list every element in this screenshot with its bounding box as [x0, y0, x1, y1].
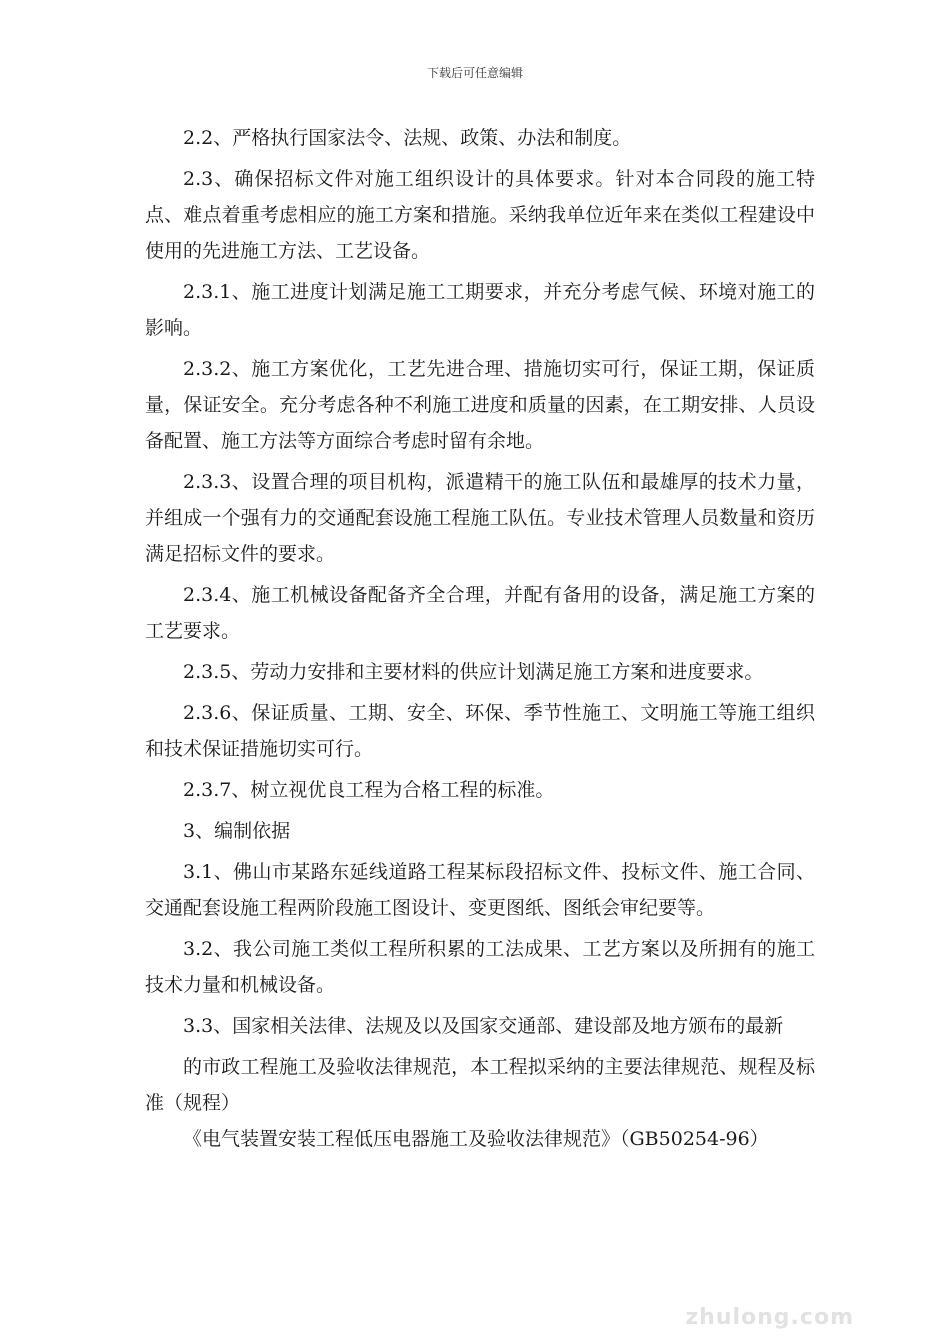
paragraph-2-3-7: 2.3.7、树立视优良工程为合格工程的标准。: [183, 779, 555, 801]
paragraph-2-2: 2.2、严格执行国家法令、法规、政策、办法和制度。: [183, 127, 632, 149]
page-header: 下载后可任意编辑: [426, 66, 523, 80]
paragraph-2-3-6: 2.3.6、保证质量、工期、安全、环保、季节性施工、文明施工等施工组织和技术保证措施切实可行。: [145, 702, 815, 760]
paragraph-2-3-1: 2.3.1、施工进度计划满足施工工期要求，并充分考虑气候、环境对施工的影响。: [145, 281, 815, 339]
paragraph-2-3-5: 2.3.5、劳动力安排和主要材料的供应计划满足施工方案和进度要求。: [183, 661, 764, 683]
paragraph-2-3-4: 2.3.4、施工机械设备配备齐全合理，并配有备用的设备，满足施工方案的工艺要求。: [145, 584, 815, 642]
paragraph-2-3-3: 2.3.3、设置合理的项目机构，派遣精干的施工队伍和最雄厚的技术力量，并组成一个强有力的交通配套设施工程施工队伍。专业技术管理人员数量和资历满足招标文件的要求。: [145, 471, 815, 565]
paragraph-3-2: 3.2、我公司施工类似工程所积累的工法成果、工艺方案以及所拥有的施工技术力量和机械设备。: [145, 938, 815, 996]
paragraph-3-1: 3.1、佛山市某路东延线道路工程某标段招标文件、投标文件、施工合同、交通配套设施工程两阶段施工图设计、变更图纸、图纸会审纪要等。: [145, 861, 815, 919]
paragraph-2-3-2: 2.3.2、施工方案优化，工艺先进合理、措施切实可行，保证工期，保证质量，保证安全。充分考虑各种不利施工进度和质量的因素，在工期安排、人员设备配置、施工方法等方面综合考虑时留有余地。: [145, 358, 815, 452]
document-body: [145, 120, 815, 1162]
paragraph-3-3-continued: 的市政工程施工及验收法律规范，本工程拟采纳的主要法律规范、规程及标准（规程）: [145, 1056, 815, 1114]
watermark-logo: zhulong.com: [685, 1305, 854, 1330]
paragraph-3-3: 3.3、国家相关法律、法规及以及国家交通部、建设部及地方颁布的最新: [183, 1015, 784, 1037]
paragraph-2-3: 2.3、确保招标文件对施工组织设计的具体要求。针对本合同段的施工特点、难点着重考虑相应的施工方案和措施。采纳我单位近年来在类似工程建设中使用的先进施工方法、工艺设备。: [145, 168, 815, 262]
section-heading-3: 3、编制依据: [183, 820, 291, 842]
standard-reference: 《电气装置安装工程低压电器施工及验收法律规范》（GB50254-96）: [183, 1128, 769, 1150]
